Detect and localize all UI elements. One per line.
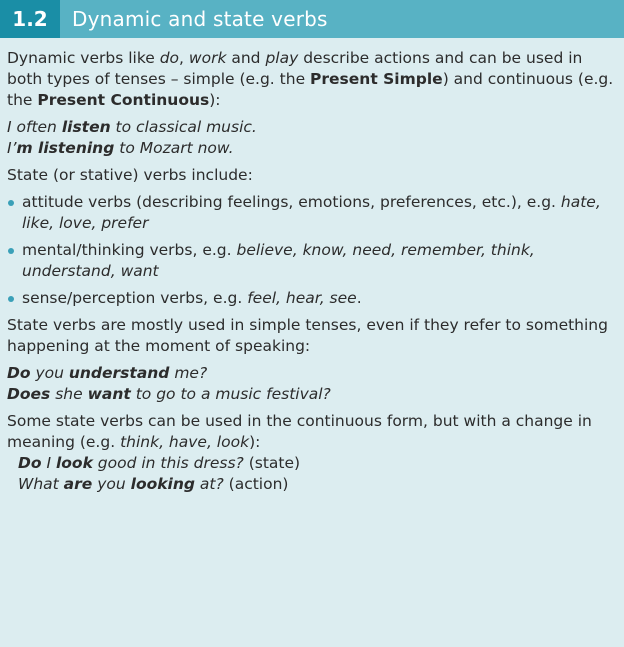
example-6: What are you looking at? (action) <box>18 475 289 493</box>
intro-paragraph: Dynamic verbs like do, work and play describe actions and can be used in both types of tenses – simple (e.g. the Present Simple) and continuous (e.g. the Present Continuous): <box>7 49 614 109</box>
list-item: mental/thinking verbs, e.g. believe, know, need, remember, think, understand, want <box>7 240 616 282</box>
content <box>0 38 624 495</box>
example-3: Do you understand me? <box>7 364 208 382</box>
list-item: sense/perception verbs, e.g. feel, hear, see. <box>7 288 616 309</box>
example-4: Does she want to go to a music festival? <box>7 385 331 403</box>
section-number: 1.2 <box>0 0 60 38</box>
continuous-note: Some state verbs can be used in the continuous form, but with a change in meaning (e.g. think, have, look): <box>7 412 592 451</box>
section-title: Dynamic and state verbs <box>72 7 328 31</box>
example-5: Do I look good in this dress? (state) <box>18 454 301 472</box>
state-verb-list <box>7 192 616 309</box>
example-1: I often listen to classical music. <box>7 118 257 136</box>
example-2: I’m listening to Mozart now. <box>7 139 234 157</box>
section-header <box>0 0 624 38</box>
state-intro: State (or stative) verbs include: <box>7 166 253 184</box>
state-usage: State verbs are mostly used in simple tenses, even if they refer to something happening at the moment of speaking: <box>7 316 608 355</box>
list-item: attitude verbs (describing feelings, emotions, preferences, etc.), e.g. hate, like, love, prefer <box>7 192 616 234</box>
